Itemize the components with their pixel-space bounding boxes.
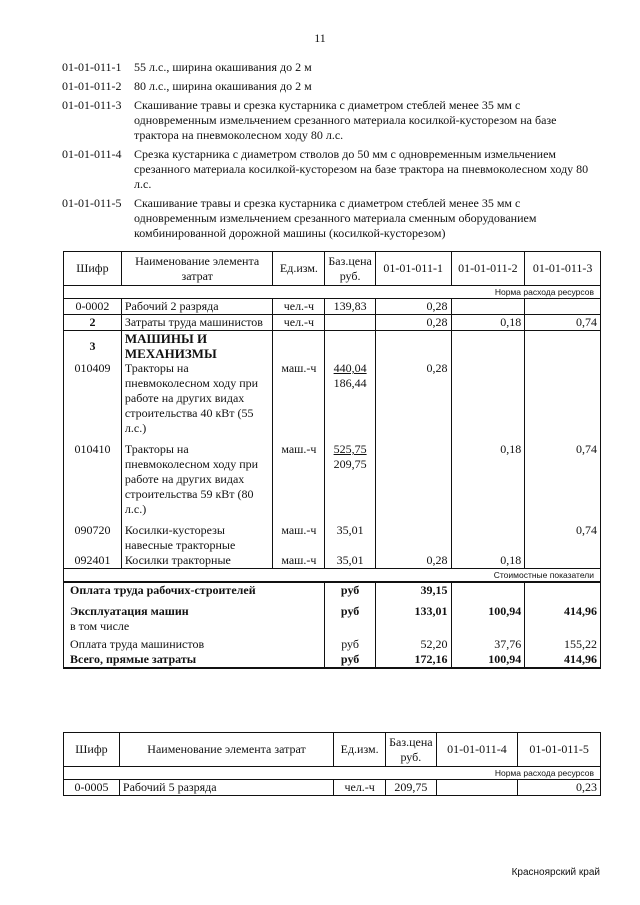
row-name: Тракторы на пневмоколесном ходу при работе на других видах строительства 40 кВт (55 л.с.): [121, 361, 273, 436]
table-row: [64, 780, 601, 796]
row-unit: чел.-ч: [273, 315, 325, 331]
cost-value: 155,22: [525, 634, 601, 652]
table-header-row: [64, 733, 601, 767]
row-value: 0,28: [375, 299, 451, 315]
table-row: [64, 299, 601, 315]
row-unit: чел.-ч: [334, 780, 386, 796]
resources-table-2: [63, 732, 601, 796]
definition-code: 01-01-011-1: [62, 60, 122, 74]
cost-name: Оплата труда машинистов: [64, 634, 325, 652]
row-unit: маш.-ч: [273, 361, 325, 436]
cost-value: 39,15: [375, 582, 451, 598]
definition-item: [62, 196, 602, 241]
cost-name: Оплата труда рабочих-строителей: [64, 582, 325, 598]
row-name: Затраты труда машинистов: [121, 315, 273, 331]
row-price-secondary: 186,44: [333, 376, 367, 390]
row-value: 0,74: [525, 436, 601, 517]
row-value: 0,74: [525, 517, 601, 553]
row-value: 0,18: [451, 553, 525, 569]
row-code: 0-0002: [64, 299, 122, 315]
row-price-secondary: 209,75: [333, 457, 367, 471]
row-code: 010409: [64, 361, 122, 436]
definition-code: 01-01-011-3: [62, 98, 122, 112]
page-number: 11: [314, 31, 326, 45]
cost-value: 414,96: [525, 598, 601, 634]
row-value: 0,28: [375, 315, 451, 331]
row-value: 0,18: [451, 315, 525, 331]
row-price: 440,04: [333, 361, 367, 375]
row-value: [451, 361, 525, 436]
cost-value: 133,01: [375, 598, 451, 634]
cost-value: 37,76: [451, 634, 525, 652]
header-cell: Наименование элемента затрат: [121, 252, 273, 286]
row-value: [436, 780, 518, 796]
cost-value: 100,94: [451, 598, 525, 634]
norm-label: Норма расхода ресурсов: [64, 286, 601, 299]
definition-code: 01-01-011-2: [62, 79, 122, 93]
row-price: 35,01: [325, 517, 375, 553]
cost-value: [525, 582, 601, 598]
row-price: 525,75: [333, 442, 367, 456]
definition-item: [62, 60, 602, 75]
header-cell: 01-01-011-5: [518, 733, 601, 767]
row-unit: маш.-ч: [273, 553, 325, 569]
table-row: [64, 315, 601, 331]
header-cell: 01-01-011-1: [375, 252, 451, 286]
row-code: 092401: [64, 553, 122, 569]
cost-unit: руб: [325, 582, 375, 598]
definition-text: Срезка кустарника с диаметром стволов до 50 мм с одновременным измельчением срезанного материала косилкой-кусторезом на базе трактора на пневмоколесном ходу 80 л.с.: [134, 147, 589, 191]
definition-code: 01-01-011-5: [62, 196, 122, 210]
row-code: 2: [64, 315, 122, 331]
row-code: 010410: [64, 436, 122, 517]
row-value: [451, 517, 525, 553]
definition-text: 55 л.с., ширина окашивания до 2 м: [134, 60, 312, 74]
cost-value: 52,20: [375, 634, 451, 652]
cost-value: 414,96: [525, 652, 601, 668]
header-cell: Баз.цена руб.: [325, 252, 375, 286]
cost-row: [64, 652, 601, 668]
definitions-list: [62, 60, 602, 245]
norm-label: Норма расхода ресурсов: [64, 767, 601, 780]
cost-unit: руб: [325, 634, 375, 652]
row-name: Косилки тракторные: [121, 553, 273, 569]
row-value: [375, 436, 451, 517]
row-name: Косилки-кусторезы навесные тракторные: [121, 517, 273, 553]
row-value: [375, 517, 451, 553]
header-cell: Ед.изм.: [334, 733, 386, 767]
cost-row: [64, 598, 601, 634]
definition-item: [62, 79, 602, 94]
header-cell: Ед.изм.: [273, 252, 325, 286]
cost-name: Эксплуатация машин: [70, 604, 189, 618]
table-row: [64, 361, 601, 436]
cost-row: [64, 634, 601, 652]
definition-code: 01-01-011-4: [62, 147, 122, 161]
row-price: 139,83: [325, 299, 375, 315]
section-title: МАШИНЫ И МЕХАНИЗМЫ: [121, 331, 273, 362]
row-code: 3: [64, 331, 122, 362]
definition-text: 80 л.с., ширина окашивания до 2 м: [134, 79, 312, 93]
row-name: Рабочий 2 разряда: [121, 299, 273, 315]
cost-unit: руб: [325, 652, 375, 668]
table-row: [64, 436, 601, 517]
cost-name: Всего, прямые затраты: [64, 652, 325, 668]
definition-text: Скашивание травы и срезка кустарника с диаметром стеблей менее 35 мм с одновременным измельчением срезанного материала косилкой-кусторезом на базе трактора на пневмоколесном ходу 80 л.с.: [134, 98, 557, 142]
table-header-row: [64, 252, 601, 286]
row-price: [325, 315, 375, 331]
row-value: [525, 553, 601, 569]
cost-unit: руб: [325, 598, 375, 634]
row-code: 0-0005: [64, 780, 120, 796]
cost-subtitle: в том числе: [70, 619, 130, 633]
cost-value: [451, 582, 525, 598]
norm-label-row: [64, 767, 601, 780]
definition-item: [62, 147, 602, 192]
row-unit: маш.-ч: [273, 436, 325, 517]
definition-text: Скашивание травы и срезка кустарника с диаметром стеблей менее 35 мм с одновременным измельчением срезанного материала сменным оборудованием комбинированной дорожной машины (косилкой-кусторезом): [134, 196, 537, 240]
row-unit: маш.-ч: [273, 517, 325, 553]
row-value: 0,18: [451, 436, 525, 517]
footer-region: Красноярский край: [511, 867, 600, 878]
cost-label: Стоимостные показатели: [64, 569, 601, 583]
row-price: 209,75: [386, 780, 436, 796]
header-cell: 01-01-011-2: [451, 252, 525, 286]
cost-value: 172,16: [375, 652, 451, 668]
header-cell: Шифр: [64, 252, 122, 286]
table-row: [64, 331, 601, 362]
cost-value: 100,94: [451, 652, 525, 668]
row-name: Рабочий 5 разряда: [119, 780, 333, 796]
row-name: Тракторы на пневмоколесном ходу при работе на других видах строительства 59 кВт (80 л.с.): [121, 436, 273, 517]
header-cell: Шифр: [64, 733, 120, 767]
row-value: 0,74: [525, 315, 601, 331]
row-value: 0,23: [518, 780, 601, 796]
row-value: [525, 361, 601, 436]
header-cell: 01-01-011-3: [525, 252, 601, 286]
definition-item: [62, 98, 602, 143]
row-value: [525, 299, 601, 315]
row-unit: чел.-ч: [273, 299, 325, 315]
header-cell: 01-01-011-4: [436, 733, 518, 767]
row-value: 0,28: [375, 553, 451, 569]
norm-label-row: [64, 286, 601, 299]
row-value: [451, 299, 525, 315]
header-cell: Баз.цена руб.: [386, 733, 436, 767]
row-value: 0,28: [375, 361, 451, 436]
cost-row: [64, 582, 601, 598]
row-price: 35,01: [325, 553, 375, 569]
resources-table-1: [63, 251, 601, 669]
table-row: [64, 553, 601, 569]
header-cell: Наименование элемента затрат: [119, 733, 333, 767]
cost-label-row: [64, 569, 601, 583]
row-code: 090720: [64, 517, 122, 553]
table-row: [64, 517, 601, 553]
